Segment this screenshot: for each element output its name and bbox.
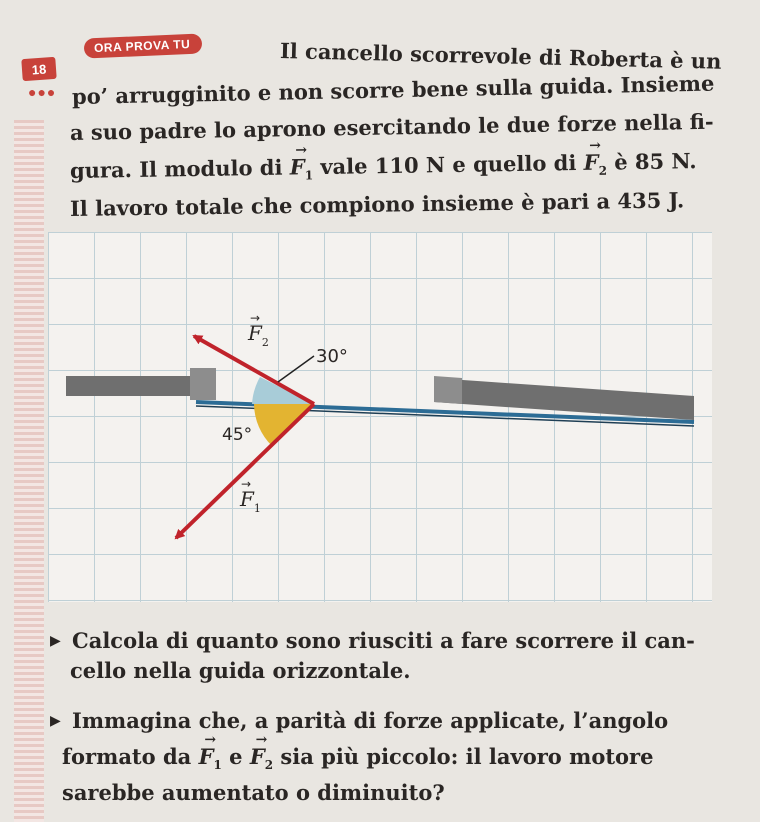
problem-line-1: Il cancello scorrevole di Roberta è un <box>279 38 722 74</box>
vector-f2-inline: → $F_2$ <box>250 746 273 771</box>
gate-right-block <box>434 376 462 404</box>
label-f2-arrow: → <box>250 311 261 325</box>
exercise-number-badge: 18 <box>21 57 56 81</box>
question-1-line-1: ▶ Calcola di quanto sono riusciti a fare scorrere il can- <box>50 628 695 653</box>
question-2-line-1: ▶ Immagina che, a parità di forze applicate, l’angolo <box>50 708 669 733</box>
question-1-line-2: cello nella guida orizzontale. <box>70 658 411 683</box>
bullet-arrow-icon: ▶ <box>50 713 61 729</box>
label-f1-arrow: → <box>241 477 252 491</box>
difficulty-dots: ●●● <box>28 84 57 100</box>
problem-line-5: Il lavoro totale che compiono insieme è pari a 435 J. <box>69 187 685 221</box>
ora-prova-tu-tag: ORA PROVA TU <box>84 33 203 58</box>
vector-f2-inline: → $F_2$ <box>583 152 607 178</box>
problem-line-2: po’ arrugginito e non scorre bene sulla guida. Insieme <box>71 70 715 109</box>
gate-left-block <box>190 368 216 400</box>
problem-line-3: a suo padre lo aprono esercitando le due forze nella fi- <box>69 108 714 145</box>
bullet-arrow-icon: ▶ <box>50 633 61 649</box>
question-2-line-2: formato da → $F_1$ $e \to F_2$ sia più piccolo: il lavoro motore <box>62 746 653 771</box>
vector-f1-inline: → $F_1$ <box>199 746 222 771</box>
label-angle-f2: 30° <box>316 346 348 367</box>
question-2-line-3: sarebbe aumentato o diminuito? <box>62 780 445 805</box>
label-angle-f1: 45° <box>222 425 253 445</box>
label-f1: $F_1$ <box>240 487 261 515</box>
problem-line-4: gura. Il modulo di → $F_1$ vale 110 N e quello di → $F_2$ è 85 N. <box>70 150 697 185</box>
angle-pointer-line <box>278 356 314 382</box>
gate-left-bar <box>66 376 196 396</box>
label-f2: $F_2$ <box>248 321 269 349</box>
vector-f1-inline: → $F_1$ <box>290 156 314 182</box>
